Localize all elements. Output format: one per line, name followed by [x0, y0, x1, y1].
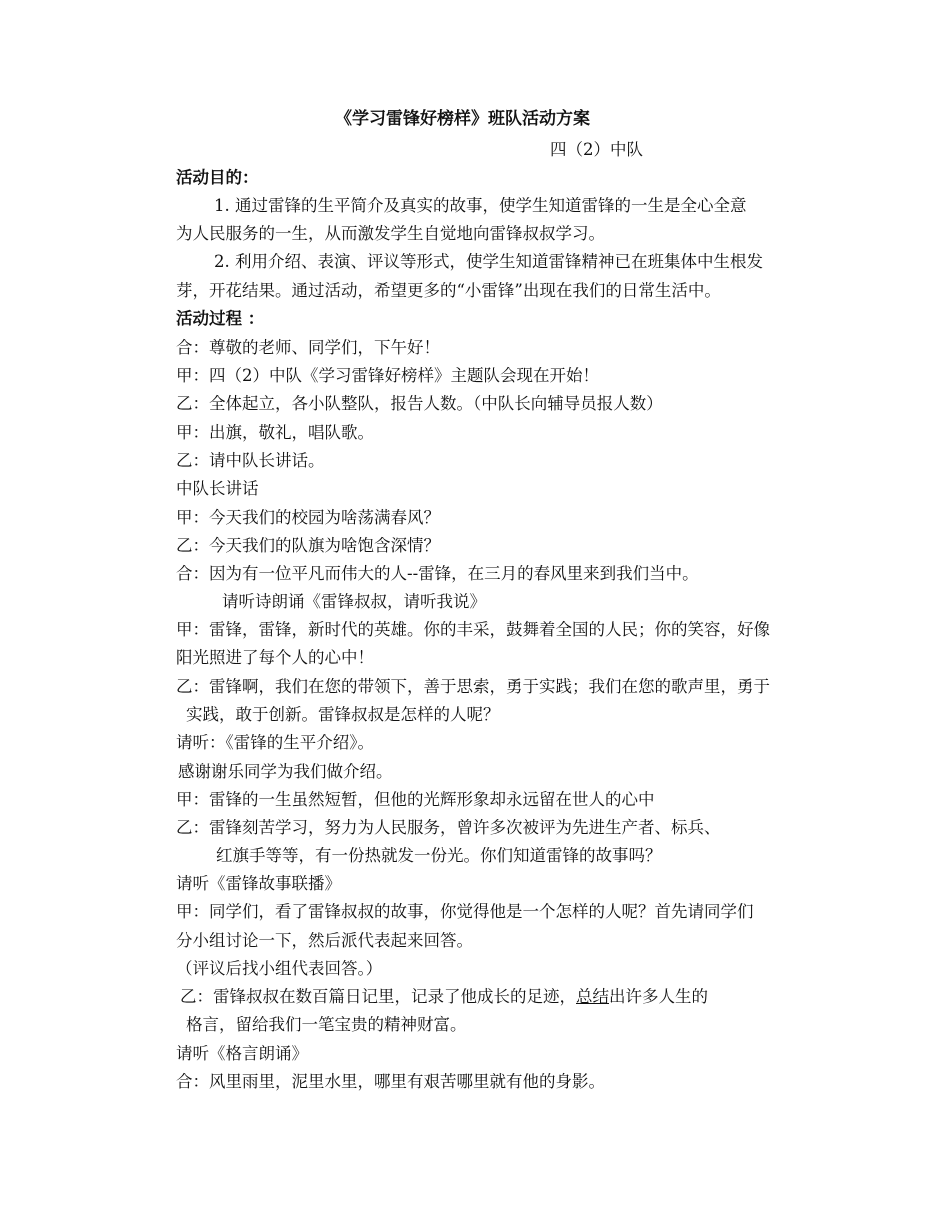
- script-line: 请听诗朗诵《雷锋叔叔，请听我说》: [222, 592, 486, 611]
- script-line: 合：风里雨里，泥里水里，哪里有艰苦哪里就有他的身影。: [176, 1072, 605, 1091]
- script-line: 中队长讲话: [176, 479, 259, 498]
- script-line: [180, 987, 708, 1007]
- script-text: 乙：雷锋叔叔在数百篇日记里，记录了他成长的足迹，: [180, 987, 576, 1006]
- script-line: 实践，敢于创新。雷锋叔叔是怎样的人呢？: [186, 705, 500, 724]
- script-line: 格言，留给我们一笔宝贵的精神财富。: [186, 1015, 467, 1034]
- script-line: 乙：今天我们的队旗为啥饱含深情？: [176, 536, 440, 555]
- purpose-item-1-line-1: 1. 通过雷锋的生平简介及真实的故事，使学生知道雷锋的一生是全心全意: [214, 196, 747, 215]
- purpose-item-2-line-2: 芽，开花结果。通过活动，希望更多的“小雷锋”出现在我们的日常生活中。: [176, 281, 721, 300]
- script-line: 感谢谢乐同学为我们做介绍。: [178, 762, 393, 781]
- script-line: 乙：全体起立，各小队整队，报告人数。（中队长向辅导员报人数）: [176, 394, 663, 413]
- script-line: 乙：雷锋刻苦学习，努力为人民服务，曾许多次被评为先进生产者、标兵、: [176, 818, 721, 837]
- script-line: 请听《格言朗诵》: [176, 1044, 308, 1063]
- purpose-heading: 活动目的：: [176, 168, 259, 187]
- script-line: 红旗手等等，有一份热就发一份光。你们知道雷锋的故事吗？: [216, 846, 662, 865]
- unit-label: 四（2）中队: [550, 140, 643, 159]
- script-line: 甲：雷锋，雷锋，新时代的英雄。你的丰采，鼓舞着全国的人民；你的笑容，好像: [176, 620, 770, 639]
- script-line: 请听：《雷锋的生平介绍》。: [176, 733, 374, 752]
- script-line: 甲：出旗，敬礼，唱队歌。: [176, 423, 374, 442]
- purpose-item-1-line-2: 为人民服务的一生，从而激发学生自觉地向雷锋叔叔学习。: [176, 224, 605, 243]
- script-line: 甲：四（2）中队《学习雷锋好榜样》主题队会现在开始！: [176, 366, 599, 385]
- script-line: （评议后找小组代表回答。）: [176, 959, 383, 978]
- script-line: 甲：同学们，看了雷锋叔叔的故事，你觉得他是一个怎样的人呢？首先请同学们: [176, 902, 754, 921]
- script-line: 阳光照进了每个人的心中！: [176, 648, 374, 667]
- script-line: 合：尊敬的老师、同学们，下午好！: [176, 338, 440, 357]
- script-line: 分小组讨论一下，然后派代表起来回答。: [176, 931, 473, 950]
- underlined-word: 总结: [576, 987, 609, 1006]
- process-heading: 活动过程 ：: [176, 309, 265, 328]
- script-line: 请听《雷锋故事联播》: [176, 874, 341, 893]
- document-title: 《学习雷锋好榜样》班队活动方案: [335, 109, 590, 129]
- script-line: 合：因为有一位平凡而伟大的人--雷锋，在三月的春风里来到我们当中。: [176, 564, 699, 583]
- script-line: 甲：今天我们的校园为啥荡满春风？: [176, 508, 440, 527]
- script-line: 乙：请中队长讲话。: [176, 451, 325, 470]
- script-text: 出许多人生的: [609, 987, 708, 1006]
- purpose-item-2-line-1: 2. 利用介绍、表演、评议等形式，使学生知道雷锋精神已在班集体中生根发: [214, 252, 763, 271]
- script-line: 甲：雷锋的一生虽然短暂，但他的光辉形象却永远留在世人的心中: [176, 790, 655, 809]
- script-line: 乙：雷锋啊，我们在您的带领下，善于思索，勇于实践；我们在您的歌声里，勇于: [176, 677, 770, 696]
